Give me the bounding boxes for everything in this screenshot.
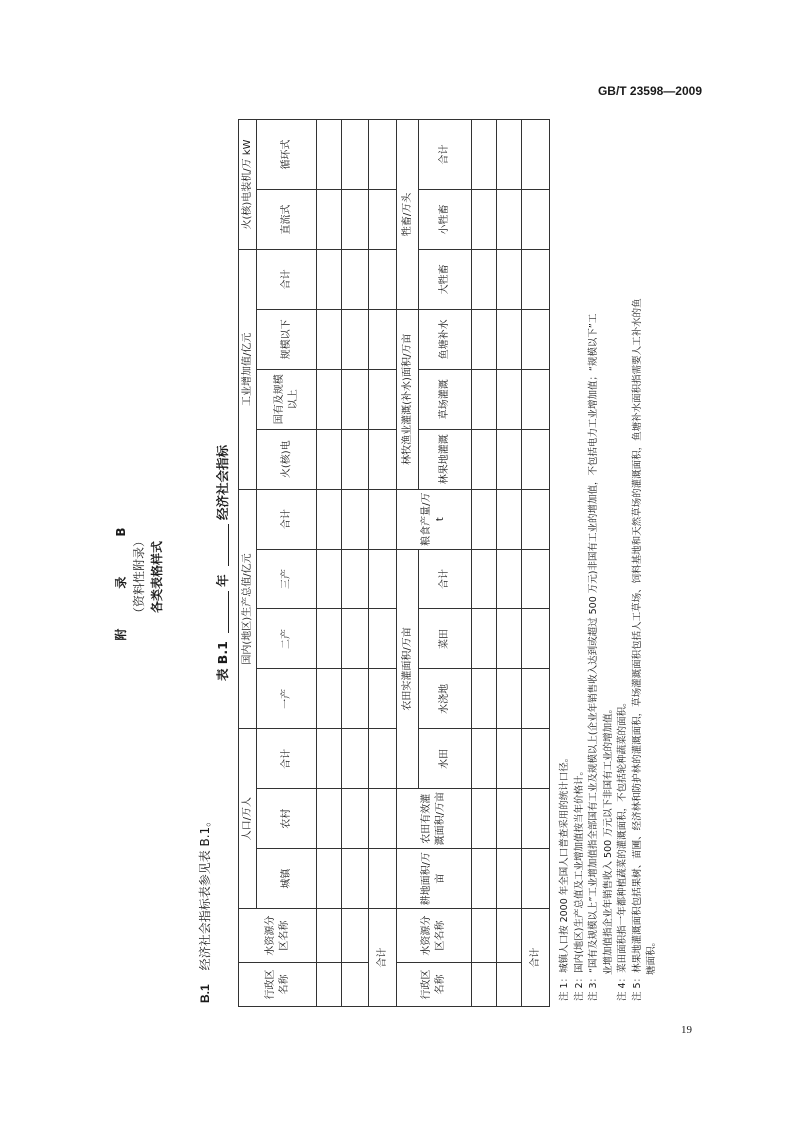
t1-header-gdp-total: 合计 xyxy=(257,489,317,549)
table-notes xyxy=(558,121,660,1001)
note-4: 注 4：菜田面积指一年都种植蔬菜的灌溉面积，不包括轮种蔬菜的面积。 xyxy=(617,697,628,1001)
year-blank xyxy=(228,591,229,633)
t2-sum-label: 合计 xyxy=(522,909,550,1007)
table-row xyxy=(472,120,497,1007)
note-5-cont: 塘面积。 xyxy=(646,936,657,975)
t2-header-livestock: 牲畜/万头 xyxy=(397,120,419,310)
note-5: 注 5：林果地灌溉面积包括果树、苗圃、经济林和防护林的灌溉面积，草场灌溉面积包括人工草场、饲料基地和天然草场的灌溉面积，鱼塘补水面积指需要人工补水的鱼 xyxy=(631,298,643,1001)
section-number: B.1 xyxy=(198,984,212,1003)
t1-header-circulating: 循环式 xyxy=(257,120,317,190)
note-1: 注 1：城镇人口按 2000 年全国人口普查采用的统计口径。 xyxy=(559,752,570,1001)
page-number: 19 xyxy=(681,1024,692,1036)
t1-sum-label: 合计 xyxy=(369,909,397,1007)
table-row xyxy=(497,120,522,1007)
t1-header-region: 行政区名称 xyxy=(239,963,317,1007)
table-row xyxy=(522,120,550,1007)
t1-header-direct: 直流式 xyxy=(257,190,317,250)
t2-header-grassland: 草场灌溉 xyxy=(419,369,472,429)
note-3: 注 3：“国有及规模以上”工业增加值指全部国有工业及规模以上(企业年销售收入达到或超过 500 万元)非国有工业的增加值，不包括电力工业增加值；“规模以下”工 xyxy=(588,313,599,1001)
t2-header-region: 行政区名称 xyxy=(397,963,472,1007)
t2-header-irrigated: 水浇地 xyxy=(419,669,472,729)
t1-header-power: 火(核)电装机/万 kW xyxy=(239,120,257,250)
section-text: 经济社会指标表参见表 B.1。 xyxy=(198,814,212,971)
t1-header-urban: 城镇 xyxy=(257,849,317,909)
t2-header-orchard: 林果地灌溉 xyxy=(419,429,472,489)
t2-header-farm-total: 合计 xyxy=(419,549,472,609)
t1-header-state-above: 国有及规模以上 xyxy=(257,369,317,429)
t1-header-water: 水资源分区名称 xyxy=(239,909,317,963)
t2-header-paddy: 水田 xyxy=(419,729,472,789)
t1-header-primary: 一产 xyxy=(257,669,317,729)
t1-header-ind-total: 合计 xyxy=(257,249,317,309)
t1-header-tertiary: 三产 xyxy=(257,549,317,609)
t2-header-fishpond: 鱼塘补水 xyxy=(419,309,472,369)
t2-header-cultivated: 耕地面积/万亩 xyxy=(397,849,472,909)
t2-header-farm-irr: 农田实灌面积/万亩 xyxy=(397,549,419,789)
t1-header-population: 人口/万人 xyxy=(239,729,257,909)
t1-header-thermal: 火(核)电 xyxy=(257,429,317,489)
t2-header-forest-irr: 林牧渔业灌溉(补水)面积/万亩 xyxy=(397,309,419,489)
appendix-heading xyxy=(112,377,166,777)
t2-header-grain: 粮食产量/万t xyxy=(397,489,472,549)
t1-header-pop-total: 合计 xyxy=(257,729,317,789)
table-title-year: 年 xyxy=(215,574,230,587)
table-title-suffix: 经济社会指标 xyxy=(215,444,230,520)
t1-header-below-scale: 规模以下 xyxy=(257,309,317,369)
table-title-prefix: 表 B.1 xyxy=(215,641,230,682)
table-row xyxy=(342,120,369,1007)
table-row xyxy=(317,120,342,1007)
name-blank xyxy=(228,524,229,566)
t1-header-gdp: 国内(地区)生产总值/亿元 xyxy=(239,489,257,729)
standard-code: GB/T 23598—2009 xyxy=(597,84,702,98)
t1-header-rural: 农村 xyxy=(257,789,317,849)
t2-header-small: 小牲畜 xyxy=(419,190,472,250)
note-3-cont: 业增加值指企业年销售收入 500 万元以下非国有工业的增加值。 xyxy=(602,703,614,975)
t2-header-livestock-total: 合计 xyxy=(419,120,472,190)
t2-header-vegetable: 菜田 xyxy=(419,609,472,669)
table-row xyxy=(369,120,397,1007)
t1-header-secondary: 二产 xyxy=(257,609,317,669)
t2-header-water: 水资源分区名称 xyxy=(397,909,472,963)
appendix-name: 各类表格样式 xyxy=(150,541,164,614)
t2-header-effective-irr: 农田有效灌溉面积/万亩 xyxy=(397,789,472,849)
appendix-title: 附 录 B xyxy=(114,513,128,641)
section-b1 xyxy=(196,815,213,1003)
note-2: 注 2：国内(地区)生产总值及工业增加值按当年价格计。 xyxy=(573,766,585,1001)
appendix-subtitle: （资料性附录） xyxy=(132,535,146,620)
t1-header-industry: 工业增加值/亿元 xyxy=(239,249,257,489)
socio-economic-table xyxy=(238,119,550,1007)
t2-header-big: 大牲畜 xyxy=(419,249,472,309)
table-title xyxy=(213,303,231,823)
